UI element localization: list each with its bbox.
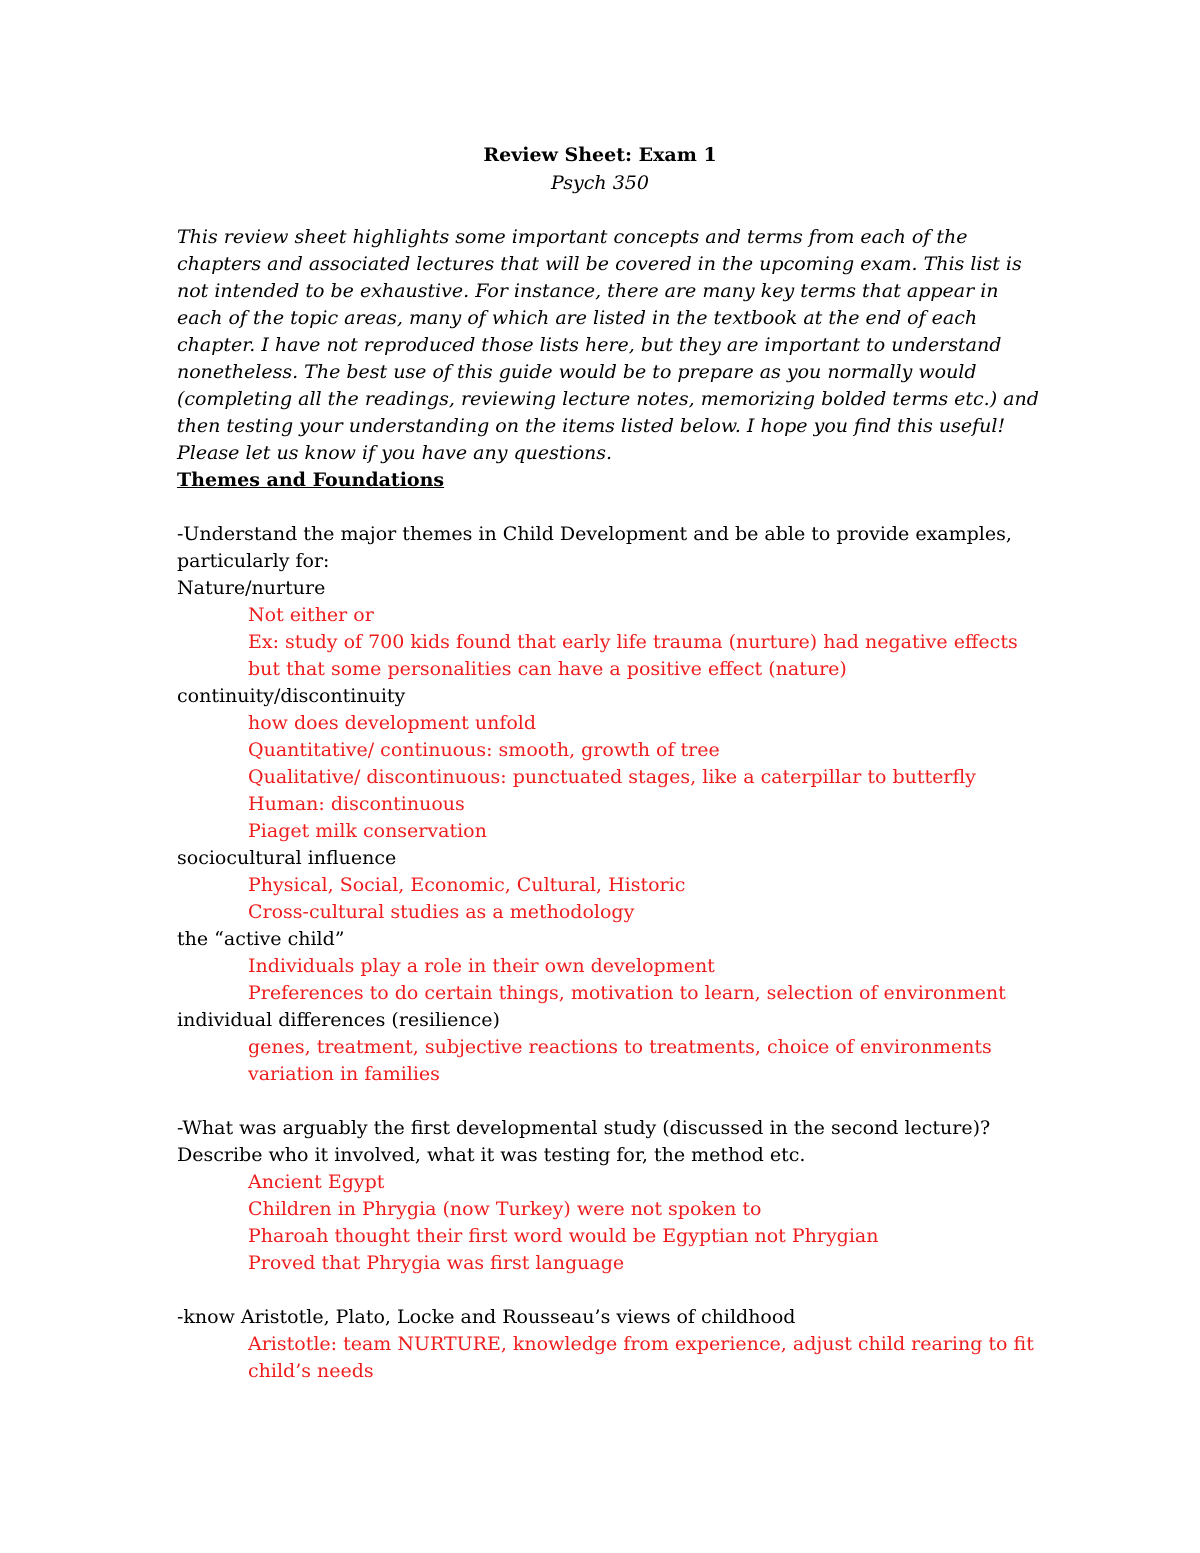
answer-note: Quantitative/ continuous: smooth, growth of tree — [248, 739, 720, 761]
theme-name: sociocultural influence — [177, 847, 397, 869]
answer-note: Human: discontinuous — [248, 793, 465, 815]
answer-note: how does development unfold — [248, 712, 537, 734]
answer-note: Ex: study of 700 kids found that early life trauma (nurture) had negative effects — [248, 631, 1018, 653]
blank-line — [177, 1277, 1047, 1304]
answer-note: Ancient Egypt — [248, 1171, 385, 1193]
answer-note: Cross-cultural studies as a methodology — [248, 901, 635, 923]
intro-paragraph: This review sheet highlights some important concepts and terms from each of the chapters and associated lectures that will be covered in the upcoming exam. This list is not intended to be exhaustive. For instance, there are many key terms that appear in each of the topic areas, many of which are listed in the textbook at the end of each chapter. I have not reproduced those lists here, but they are important to understand nonetheless. The best use of this guide would be to prepare as you normally would (completing all the readings, reviewing lecture notes, memorizing bolded terms etc.) and then testing your understanding on the items listed below. I hope you find this useful! Please let us know if you have any questions. — [177, 226, 1039, 464]
theme-name: Nature/nurture — [177, 577, 326, 599]
section-heading: Themes and Foundations — [177, 469, 445, 491]
answer-note: Aristotle: team NURTURE, knowledge from experience, adjust child rearing to fit — [248, 1333, 1034, 1355]
document-subtitle: Psych 350 — [551, 172, 649, 194]
answer-note: but that some personalities can have a positive effect (nature) — [248, 658, 847, 680]
answer-note: child’s needs — [248, 1360, 374, 1382]
question-first-study — [177, 1115, 1047, 1277]
answer-note: Pharoah thought their first word would be Egyptian not Phrygian — [248, 1225, 879, 1247]
document-title: Review Sheet: Exam 1 — [483, 144, 717, 166]
answer-note: variation in families — [248, 1063, 440, 1085]
answer-note: Not either or — [248, 604, 374, 626]
theme-name: the “active child” — [177, 928, 345, 950]
question-philosophers — [177, 1304, 1047, 1385]
question-prompt: particularly for: — [177, 550, 330, 572]
answer-note: genes, treatment, subjective reactions to treatments, choice of environments — [248, 1036, 992, 1058]
question-prompt: -What was arguably the first developmental study (discussed in the second lecture)? — [177, 1117, 991, 1139]
question-prompt: Describe who it involved, what it was testing for, the method etc. — [177, 1144, 806, 1166]
question-themes — [177, 521, 1047, 1088]
answer-note: Individuals play a role in their own development — [248, 955, 715, 977]
theme-name: individual differences (resilience) — [177, 1009, 500, 1031]
answer-note: Children in Phrygia (now Turkey) were not spoken to — [248, 1198, 762, 1220]
answer-note: Proved that Phrygia was first language — [248, 1252, 625, 1274]
answer-note: Physical, Social, Economic, Cultural, Historic — [248, 874, 686, 896]
answer-note: Piaget milk conservation — [248, 820, 487, 842]
answer-note: Preferences to do certain things, motivation to learn, selection of environment — [248, 982, 1006, 1004]
theme-name: continuity/discontinuity — [177, 685, 406, 707]
document-page — [177, 140, 1047, 1385]
blank-line — [177, 1088, 1047, 1115]
document-header — [177, 140, 1023, 197]
question-prompt: -Understand the major themes in Child Development and be able to provide examples, — [177, 523, 1012, 545]
blank-line — [177, 494, 1047, 521]
answer-note: Qualitative/ discontinuous: punctuated stages, like a caterpillar to butterfly — [248, 766, 976, 788]
question-prompt: -know Aristotle, Plato, Locke and Rousseau’s views of childhood — [177, 1306, 796, 1328]
